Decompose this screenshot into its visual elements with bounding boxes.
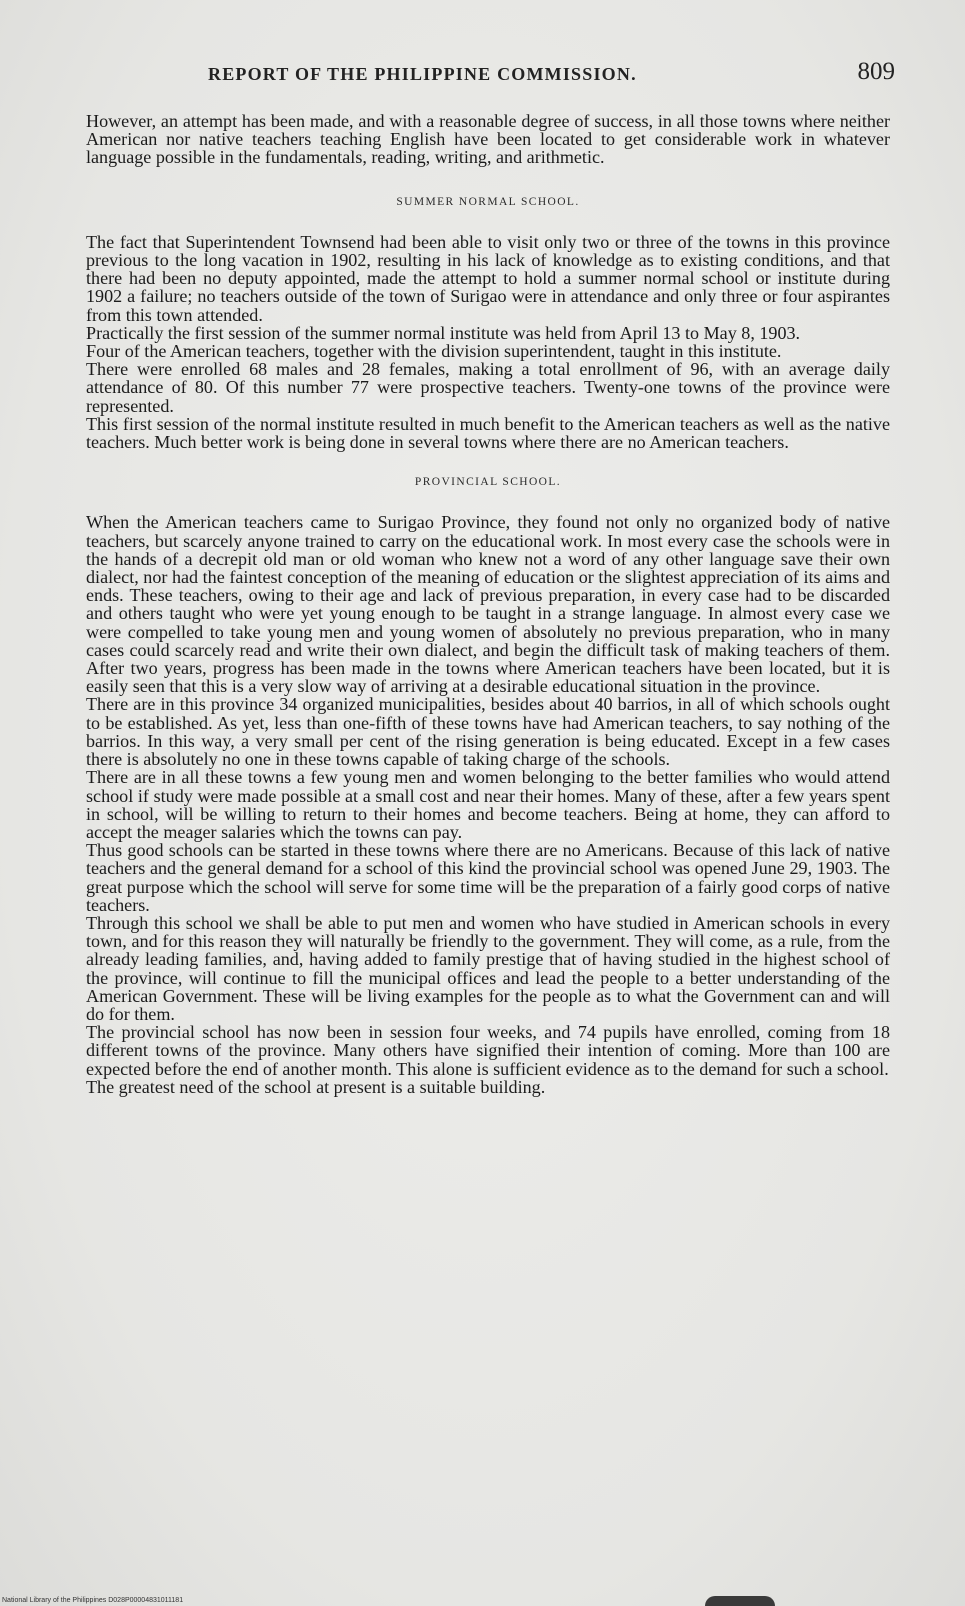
scan-blot	[705, 1596, 775, 1606]
body-text	[86, 112, 890, 1096]
paragraph: Practically the first session of the summer normal institute was held from April 13 to May 8, 1903.	[86, 322, 801, 343]
page-number: 809	[857, 58, 895, 85]
page-header	[88, 58, 895, 88]
paragraph: There were enrolled 68 males and 28 females, making a total enrollment of 96, with an average daily attendance of 80. Of this number 77 were prospective teachers. Twenty-one towns of the province were represented.	[86, 359, 890, 416]
paragraph: There are in all these towns a few young men and women belonging to the better families who would attend school if study were made possible at a small cost and near their homes. Many of these, after a few years spent in school, will be willing to return to their homes and become teachers. Being at home, they can afford to accept the meager salaries which the towns can pay.	[86, 767, 890, 842]
paragraph: Through this school we shall be able to put men and women who have studied in American schools in every town, and for this reason they will naturally be friendly to the government. They will come, as a rule, from the already leading families, and, having added to family prestige that of having studied in the highest school of the province, will continue to fill the municipal offices and lead the people to a better understanding of the American Government. These will be living examples for the people as to what the Government can and will do for them.	[86, 912, 890, 1024]
paragraph: This first session of the normal institute resulted in much benefit to the American teachers as well as the native teachers. Much better work is being done in several towns where there are no American teachers.	[86, 413, 890, 453]
intro-paragraph: However, an attempt has been made, and with a reasonable degree of success, in all those towns where neither American nor native teachers teaching English have been located to get considerable work in whatever language possible in the fundamentals, reading, writing, and arithmetic.	[86, 111, 890, 168]
running-head: REPORT OF THE PHILIPPINE COMMISSION.	[208, 64, 637, 84]
paragraph: The fact that Superintendent Townsend had been able to visit only two or three of the towns in this province previous to the long vacation in 1902, resulting in his lack of knowledge as to existing conditions, and that there had been no deputy appointed, made the attempt to hold a summer normal school or institute during 1902 a failure; no teachers outside of the town of Surigao were in attendance and only three or four aspirantes from this town attended.	[86, 231, 890, 325]
paragraph: There are in this province 34 organized municipalities, besides about 40 barrios, in all of which schools ought to be established. As yet, less than one-fifth of these towns have had American teachers, to say nothing of the barrios. In this way, a very small per cent of the rising generation is being educated. Except in a few cases there is absolutely no one in these towns capable of taking charge of the schools.	[86, 694, 890, 770]
section-title-summer-normal-school: SUMMER NORMAL SCHOOL.	[396, 195, 580, 208]
paragraph: Four of the American teachers, together with the division superintendent, taught in this institute.	[86, 341, 782, 362]
paragraph: The provincial school has now been in session four weeks, and 74 pupils have enrolled, coming from 18 different towns of the province. Many others have signified their intention of coming. More than 100 are expected before the end of another month. This alone is sufficient evidence as to the demand for such a school.	[86, 1022, 890, 1079]
scan-source-line: National Library of the Philippines D028P00004831011181	[2, 1597, 184, 1604]
paragraph: When the American teachers came to Surigao Province, they found not only no organized body of native teachers, but scarcely anyone trained to carry on the educational work. In most every case the schools were in the hands of a decrepit old man or old woman who knew not a word of any other language save their own dialect, nor had the faintest conception of the meaning of education or the slightest appreciation of its aims and ends. These teachers, owing to their age and lack of previous preparation, in every case had to be discarded and others taught who were yet young enough to be taught in a strange language. In almost every case we were compelled to take young men and young women of absolutely no previous preparation, who in many cases could scarcely read and write their own dialect, and begin the difficult task of making teachers of them. After two years, progress has been made in the towns where American teachers have been located, but it is easily seen that this is a very slow way of arriving at a desirable educational situation in the province.	[86, 512, 890, 697]
paragraph: The greatest need of the school at present is a suitable building.	[86, 1076, 546, 1097]
paragraph: Thus good schools can be started in these towns where there are no Americans. Because of this lack of native teachers and the general demand for a school of this kind the provincial school was opened June 29, 1903. The great purpose which the school will serve for some time will be the preparation of a fairly good corps of native teachers.	[86, 840, 890, 915]
section-title-provincial-school: PROVINCIAL SCHOOL.	[414, 476, 562, 489]
